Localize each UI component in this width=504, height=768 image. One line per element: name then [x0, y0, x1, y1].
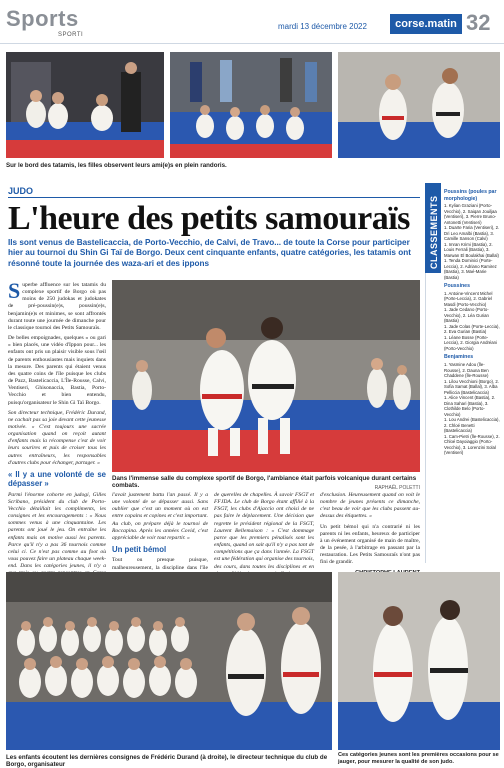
paragraph: De belles empoignades, quelques « ou gari » bien placés, une vidéo d'Ippon pour... les enfants ont pris un plaisir visible sous l'œil de parents enthousiastes mais inquiets dans la mesure. Des parents qui étaient venus des quatre coins de l'île puisque les clubs de Pazz, Bastelicaccia, L'Île-Rousse, Calvi, Ventiseri, Ghisonaccia, Bastia, Porto-Vecchio et bien entendu, puisqu'organisateur le Shin Gi Taï Borgo. [8, 335, 106, 406]
kicker-rule [8, 197, 420, 198]
bottom-right-caption: Ces catégories jeunes sont les premières occasions pour se jauger, pour mesurer la qualité de son judo. [338, 752, 499, 765]
result-entry: 1. Imran Krimi (Bastia), 2. Louis Ferrali (Bastia), 3. Marwan El Boulakhai (Ballal) [444, 241, 499, 258]
photo-credit: RAPHAËL POLETTI [374, 485, 420, 491]
bottom-photo-duel [338, 572, 500, 750]
paragraph: d'exclusion. Heureusement quand on voit le nombre de jeunes présents ce dimanche, c'est beau de voir que les clubs passent au-dessus des étiquettes. » [320, 492, 420, 520]
result-entry: 1. Lou Andrei (Bastelicaccia), 2. Chloé Benetti (Bastelicaccia) [444, 417, 500, 434]
subheading: Un petit bémol [112, 545, 167, 555]
page-number: 32 [466, 10, 491, 35]
result-entry: 1. Jade Colas (Porte-Leccia), 2. Eva Gurian (Bastia) [444, 323, 500, 335]
results-category: Poussins (poules par morphologie) [444, 189, 497, 202]
result-entry: 1. Duarte Faria (Ventiseri), 2. Dri Leo Amalbi (Bastia), 3. Camille Sanson (Calvi) [444, 225, 500, 242]
drop-cap: S [8, 278, 21, 303]
article-title: L'heure des petits samouraïs [8, 200, 410, 237]
paragraph: l'avait justement battu l'an passé. Il y a une volonté de se dépasser aussi. Sans oublier que c'est un moment où on est entre copains et copines et c'est important. Au club, on prépare déjà le tournoi de Roccapina. Après les années Covid, c'est appréciable de voir tout repartir. » [112, 492, 208, 541]
results-list [444, 186, 500, 456]
issue-date: mardi 13 décembre 2022 [278, 22, 367, 31]
article-lead: Ils sont venus de Bastelicaccia, de Porto-Vecchio, de Calvi, de Travo... de toute la Corse pour participer hier au tournoi du Shin Gi Taï de Borgo. Deux cent cinquante enfants, quatre catégories, les tatamis ont résonné toute la journée des waza-ari et des ippons [8, 238, 411, 268]
result-entry: 1. Alice Vincent (Bastia), 2. Dina Sahari (Bastia), 3. Clothilde Belo (Porto-Vecchio) [444, 395, 496, 417]
bottom-left-caption: Les enfants écoutent les dernières consignes de Frédéric Durand (à droite), le directeur technique du club de Borgo, organisateur [6, 754, 328, 768]
section-title: Sports [6, 6, 79, 31]
top-photo-3 [338, 52, 500, 158]
results-category: Benjamines [444, 354, 474, 361]
result-entry: 1. Lilou Vecchioni (Borgo), 2. Sofia Samat (Ballal), 3. Alba Pelliccia (Bastelicaccia) [444, 378, 499, 395]
subheading: « Il y a une volonté de se dépasser » [8, 469, 106, 489]
top-photo-1 [6, 52, 164, 158]
paragraph: Son directeur technique, Frédéric Durand, ne cachait pas sa joie devant cette jeunesse motivée. « C'est toujours une sacrée organisation quand on reçoit autant d'enfants mais la récompense c'est de voir leurs sourires et puis de croiser tous les autres entraîneurs, les responsables d'autres clubs pour échanger, partager. » [8, 409, 106, 466]
results-category: Poussines [444, 283, 470, 290]
paragraph: Superbe affluence sur les tatamis du complexe sportif de Borgo où pas moins de 250 judokas et judokates de pré-poussin(e)s, poussin(e)s, benjamin(e)s et minimes, se sont affrontés durant toute une journée de dimanche pour le classique tournoi des Petits Samouraïs. [8, 278, 106, 331]
top-photos-caption: Sur le bord des tatamis, les filles observent leurs ami(e)s en plein randoris. [6, 162, 227, 169]
result-entry: 1. Tenda Dominici (Porte-Leccia), 2. Adriano Ramirez (Bastia), 3. Maé-Marie (Bastia) [444, 258, 497, 280]
paragraph: de querelles de chapelles. À savoir FSGT et FFJDA. Le club de Borgo étant affilié à la FSGT, les clubs d'Ajaccio ont choisi de ne pas faire le déplacement. Une décision que regrette le président régional de la FSGT, Laurent Bellemaison : « C'est dommage parce que les premiers pénalisés sont les enfants, quand on sait qu'il n'y a pas tant de compétitions que ça dans l'année. La FSGT est une fédération qui organise des tournois, des cours, dans toutes les disciplines et en [214, 492, 314, 570]
sidebar-title: CLASSEMENTS [429, 195, 439, 269]
page-header [0, 0, 504, 44]
result-entry: 1. Cam-Pietri (Île-Rousse), 2. Chloé Dayoiaggio (Porto-Vecchio), 3. Lorenzini Solal (Ventiseri) [444, 433, 500, 456]
result-entry: 1. Yasmine Adou (Île-Rousse), 2. Dauna Ben Chaddene (Île-Rousse) [444, 362, 489, 379]
main-photo [112, 280, 420, 472]
result-entry: 1. Léane Bosse (Porte-Leccia), 2. Giorgia Andréani (Porto-Vecchio) [444, 334, 498, 351]
newspaper-logo: corse.matin [390, 14, 462, 34]
paragraph: Un petit bémol qui n'a contrarié ni les parents ni les enfants, heureux de participer à un événement organisé de main de maître, de la pesée, à l'arbitrage en passant par la restauration. Les Petits Samouraïs n'ont pas fini de grandir. [320, 523, 420, 566]
paragraph: Parmi l'énorme cohorte en judogi, Gilles Scribano, président du club de Porto-Vecchio détaillait les compliments, les consignes et les encouragements : « Nous sommes venus à une cinquantaine. Les parents ont joué le jeu. On entraîne les enfants mais on motive aussi les parents. Parce qu'il n'y a pas 36 tournois comme celui ci. Ce n'est pas comme au foot où vous pouvez faire un plateau chaque week-end. Dans les catégories jeunes, il n'y a [8, 491, 106, 570]
article-kicker: JUDO [8, 186, 34, 196]
article-column-2 [112, 492, 208, 582]
bottom-photo-group [6, 572, 332, 750]
result-entry: 1. Jade Cedano (Porto-Vecchio), 2. Léa Gurian (Bastia) [444, 307, 489, 324]
result-entry: 1. Kylian Graziani (Porto-Vecchio), 2. Saiqan Jouiljaa (Ventiseri), 3. Pierre Bruno-Antonetti (Ventiseri) [444, 203, 497, 225]
article-column-3 [214, 492, 314, 581]
section-subtitle: SPORTI [58, 32, 84, 38]
sidebar-title-band [425, 183, 441, 273]
result-entry: 1. Antoine-Vincent Michel (Porte-Leccia), 2. Gabriel Masdi (Porto-Vecchio) [444, 290, 493, 307]
paragraph: Tout ou presque puisque, malheureusement, la discipline dans l'île [112, 557, 208, 571]
article-column-4 [320, 492, 420, 577]
top-photo-2 [170, 52, 332, 158]
main-photo-caption: Dans l'immense salle du complexe sportif de Borgo, l'ambiance était parfois volcanique durant certains combats. [112, 475, 417, 490]
